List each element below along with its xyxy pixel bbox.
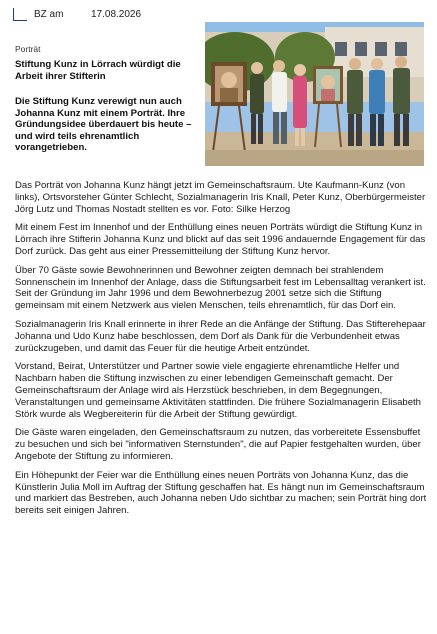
- body-paragraph: Die Gäste waren eingeladen, den Gemeinschaftsraum zu nutzen, das vorbereitete Essensbuffet zu besuchen und sich bei "informativen Sternstunden", die auf Papier festgehalten wurden, über Angebote der Stiftung zu informieren.: [15, 427, 421, 462]
- headline: Stiftung Kunz in Lörrach würdigt die Arbeit ihrer Stifterin: [15, 59, 181, 82]
- publication-date: 17.08.2026: [91, 9, 142, 20]
- lead-text: Die Stiftung Kunz verewigt nun auch Johanna Kunz mit einem Porträt. Ihre Gründungsidee überdauert bis heute – und wird teils ehrenamtlich vorangetrieben.: [15, 96, 192, 154]
- body-paragraph: Über 70 Gäste sowie Bewohnerinnen und Bewohner zeigten demnach bei strahlendem Sonnenschein im Innenhof der Anlage, dass die Stiftungsarbeit fest im Lebensalltag verankert ist. Seit der Gründung im Jahr 1996 und dem Bewohnerbezug 2001 setze sich die Stiftung gemeinsam mit einem Netzwerk aus vielen Menschen, teils ehrenamtlich, für das Dorf ein.: [15, 264, 426, 312]
- section-label: Porträt: [15, 44, 41, 54]
- article-body: [15, 180, 427, 524]
- body-paragraph: Ein Höhepunkt der Feier war die Enthüllung eines neuen Porträts von Johanna Kunz, das die Künstlerin Julia Moll im Auftrag der Stiftung geschaffen hat. Es hängt nun im Gemeinschaftsraum und markiert das Bestreben, auch Johanna neben Udo sichtbar zu machen; sein Porträt hing dort bereits seit einigen Jahren.: [15, 469, 427, 517]
- body-paragraph: Sozialmanagerin Iris Knall erinnerte in ihrer Rede an die Anfänge der Stiftung. Das Stifterehepaar Johanna und Udo Kunz habe beschlossen, dem Dorf als Dank für die Verbundenheit etwas zurückzugeben, und damit das Feuer für die heutige Arbeit entzündet.: [15, 318, 426, 354]
- body-paragraph: Vorstand, Beirat, Unterstützer und Partner sowie viele engagierte ehrenamtliche Helfer und Nachbarn haben die Stiftung inzwischen zu einer lebendigen Gemeinschaft gemacht. Der Gemeinschaftsraum der Anlage wird als Herzstück beschrieben, in dem Begegnungen, Veranstaltungen und gemeinsame Aktivitäten stattfinden. Die frühere Sozialmanagerin Elisabeth Störk wurde als Wegbereiterin für die Arbeit der Stiftung gewürdigt.: [15, 361, 421, 420]
- body-paragraph: Mit einem Fest im Innenhof und der Enthüllung eines neuen Porträts würdigt die Stiftung Kunz in Lörrach ihre Stifterin Johanna Kunz und blickt auf das seit 1996 andauernde Engagement für das Dorf zurück. Das geht aus einer Pressemitteilung der Stiftung Kunz hervor.: [15, 222, 426, 257]
- article-photo: [205, 22, 424, 166]
- corner-mark-icon: [13, 8, 27, 21]
- photo-caption: Das Porträt von Johanna Kunz hängt jetzt im Gemeinschaftsraum. Ute Kaufmann-Kunz (von links), Ortsvorsteher Günter Schlecht, Sozialmanagerin Iris Knall, Peter Kunz, Oberbürgermeister Jörg Lutz und Thomas Nostadt stellten es vor. Foto: Silke Herzog: [15, 180, 426, 215]
- source-label: BZ am: [34, 9, 64, 20]
